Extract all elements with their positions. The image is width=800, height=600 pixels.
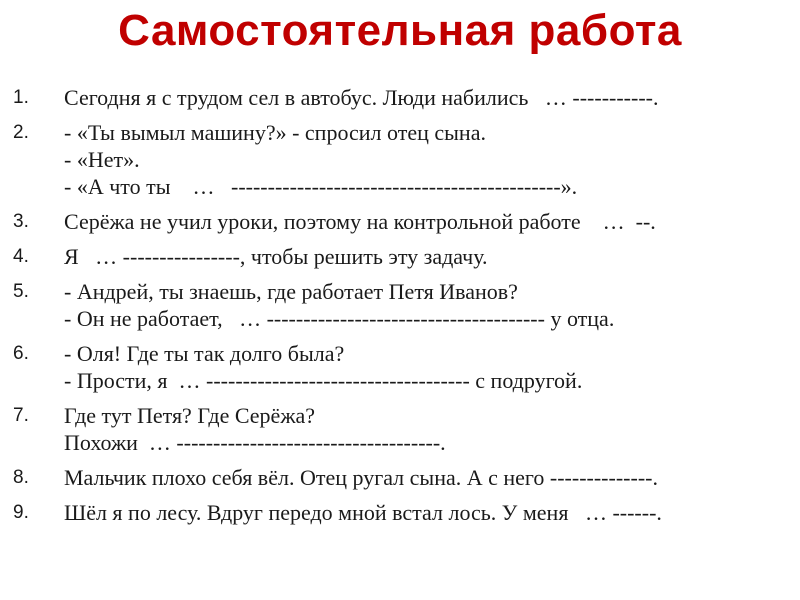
item-text: Сегодня я с трудом сел в автобус. Люди набились … -----------. [64,85,659,110]
item-text: Где тут Петя? Где Серёжа? [64,403,316,428]
item-text: Мальчик плохо себя вёл. Отец ругал сына. А с него --------------. [64,465,658,490]
item-text: Похожи … ------------------------------------. [64,430,446,455]
list-item-9 [0,499,800,526]
list-item-3 [0,208,800,235]
item-number: 3. [13,211,29,232]
item-text: Серёжа не учил уроки, поэтому на контрольной работе … --. [64,209,656,234]
item-text: - Он не работает, … -------------------------------------- у отца. [64,306,615,331]
list-item-8 [0,464,800,491]
item-text: - «Нет». [64,147,140,172]
item-number: 9. [13,502,29,523]
item-number: 1. [13,87,29,108]
item-number: 8. [13,467,29,488]
item-text: - «А что ты … ---------------------------------------------». [64,174,578,199]
list-item-4 [0,243,800,270]
item-number: 6. [13,343,29,364]
item-number: 2. [13,122,29,143]
slide-title: Самостоятельная работа [118,6,682,55]
item-text: Я … ----------------, чтобы решить эту задачу. [64,244,488,269]
item-number: 4. [13,246,29,267]
list-item-6 [0,340,800,394]
list-item-1 [0,84,800,111]
list-item-5 [0,278,800,332]
item-number: 7. [13,405,29,426]
item-text: - Андрей, ты знаешь, где работает Петя Иванов? [64,279,518,304]
item-number: 5. [13,281,29,302]
list-item-2 [0,119,800,200]
exercise-list [0,84,800,534]
item-text: - «Ты вымыл машину?» - спросил отец сына. [64,120,486,145]
item-text: - Прости, я … ------------------------------------ с подругой. [64,368,583,393]
item-text: Шёл я по лесу. Вдруг передо мной встал лось. У меня … ------. [64,500,662,525]
list-item-7 [0,402,800,456]
item-text: - Оля! Где ты так долго была? [64,341,345,366]
